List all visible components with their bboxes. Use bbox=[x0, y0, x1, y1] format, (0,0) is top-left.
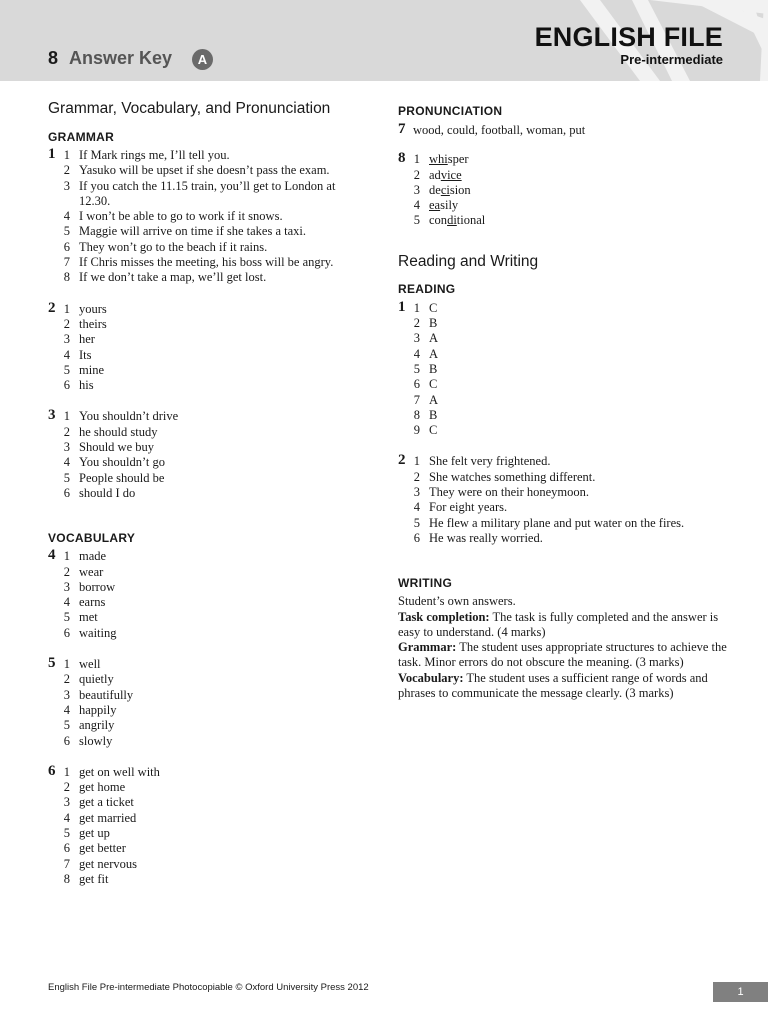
list-item: 1 made bbox=[63, 549, 107, 564]
list-item: 3 borrow bbox=[63, 579, 116, 594]
list-item: 1 C bbox=[413, 300, 438, 315]
pronunciation-heading: PRONUNCIATION bbox=[398, 104, 503, 118]
list-item: 6 get better bbox=[63, 841, 126, 856]
list-item: 6 They won’t go to the beach if it rains. bbox=[63, 239, 268, 254]
list-item: 3 beautifully bbox=[63, 687, 134, 702]
list-item: 3 decision bbox=[413, 182, 471, 197]
list-item: 2 B bbox=[413, 316, 438, 331]
list-item: 5 get up bbox=[63, 825, 110, 840]
section-title-rw: Reading and Writing bbox=[398, 252, 539, 270]
list-item: 9 C bbox=[413, 423, 438, 438]
vocabulary-criterion: Vocabulary: The student uses a sufficient range of words and phrases to communicate the message clearly. (3 marks) bbox=[398, 670, 708, 701]
page-header bbox=[0, 0, 768, 81]
exercise-number: 6 bbox=[48, 762, 56, 779]
grammar-heading: GRAMMAR bbox=[48, 130, 115, 144]
exercise-number: 1 bbox=[398, 298, 406, 315]
exercise-6 bbox=[48, 762, 368, 887]
list-item: 2 Yasuko will be upset if she doesn’t pass the exam. bbox=[63, 163, 330, 178]
footer-book-title: English File Pre-intermediate bbox=[48, 982, 170, 993]
list-item: 1 yours bbox=[63, 301, 107, 316]
list-item: 2 wear bbox=[63, 564, 104, 579]
list-item: 4 Its bbox=[63, 347, 92, 362]
list-item: 6 He was really worried. bbox=[413, 530, 543, 545]
list-item: 3 Should we buy bbox=[63, 440, 154, 455]
list-item: 5 Maggie will arrive on time if she takes a taxi. bbox=[63, 224, 307, 239]
list-item: 4 happily bbox=[63, 702, 117, 717]
list-item: 6 should I do bbox=[63, 485, 136, 500]
exercise-2 bbox=[48, 299, 368, 394]
unit-title: Answer Key bbox=[69, 48, 173, 68]
brand-title: ENGLISH FILE bbox=[534, 22, 723, 52]
exercise-number: 8 bbox=[398, 150, 406, 167]
list-item: 6 waiting bbox=[63, 625, 117, 640]
list-item: 3 A bbox=[413, 331, 439, 346]
task-completion-criterion: Task completion: The task is fully completed and the answer is easy to understand. (4 marks) bbox=[398, 609, 719, 639]
list-item: 7 get nervous bbox=[63, 856, 137, 871]
list-item: 2 he should study bbox=[63, 424, 158, 439]
list-item: 6 C bbox=[413, 377, 438, 392]
list-item: 5 People should be bbox=[63, 470, 165, 485]
list-item: 8 get fit bbox=[63, 871, 109, 886]
list-item: 6 his bbox=[63, 378, 94, 393]
writing-heading: WRITING bbox=[398, 576, 453, 591]
exercise-1 bbox=[48, 148, 368, 286]
list-item: 6 slowly bbox=[63, 733, 113, 748]
list-item: 5 He flew a military plane and put water on the fires. bbox=[413, 515, 685, 530]
list-item: 3 If you catch the 11.15 train, you’ll get to London at bbox=[63, 178, 336, 193]
writing-criteria bbox=[398, 594, 728, 701]
version-badge: A bbox=[192, 49, 213, 70]
section-title-gvp: Grammar, Vocabulary, and Pronunciation bbox=[48, 100, 331, 117]
list-item: 4 earns bbox=[63, 595, 106, 610]
list-item: 7 A bbox=[413, 392, 439, 407]
list-item: 1 You shouldn’t drive bbox=[63, 409, 179, 424]
exercise-number: 4 bbox=[48, 547, 56, 564]
reading-heading: READING bbox=[398, 281, 456, 296]
unit-number: 8 bbox=[48, 48, 59, 68]
list-item: 2 advice bbox=[413, 167, 462, 182]
brand-subtitle: Pre-intermediate bbox=[620, 52, 723, 67]
exercise-number: 7 bbox=[398, 121, 406, 137]
list-item: 2 get home bbox=[63, 780, 126, 795]
list-item: 4 easily bbox=[413, 198, 459, 213]
grammar-criterion: Grammar: The student uses appropriate structures to achieve the task. Minor errors do not obscure the meaning. (3 marks) bbox=[398, 640, 727, 670]
list-item: 8 If we don’t take a map, we’ll get lost. bbox=[63, 270, 267, 285]
exercise-number: 3 bbox=[48, 407, 56, 424]
list-item: 1 well bbox=[63, 657, 101, 672]
exercise-number: 2 bbox=[48, 299, 56, 316]
list-item: 5 conditional bbox=[413, 213, 486, 228]
list-item: 4 You shouldn’t go bbox=[63, 455, 166, 470]
page-footer bbox=[48, 982, 369, 993]
list-item: 2 theirs bbox=[63, 316, 107, 331]
exercise-7-answer: wood, could, football, woman, put bbox=[413, 123, 586, 137]
list-item: 5 B bbox=[413, 361, 438, 376]
list-item: 4 A bbox=[413, 346, 439, 361]
list-item: 1 If Mark rings me, I’ll tell you. bbox=[63, 148, 230, 162]
list-item: 5 met bbox=[63, 610, 98, 625]
exercise-4 bbox=[48, 549, 368, 641]
list-item: 2 She watches something different. bbox=[413, 469, 596, 484]
vocabulary-heading: VOCABULARY bbox=[48, 531, 136, 546]
exercise-number: 5 bbox=[48, 655, 56, 672]
list-item: 1 She felt very frightened. bbox=[413, 454, 551, 469]
list-item: 3 her bbox=[63, 332, 95, 347]
reading-exercise-2 bbox=[398, 454, 728, 546]
list-item: 3 get a ticket bbox=[63, 795, 134, 810]
exercise-number: 2 bbox=[398, 452, 406, 469]
list-item: 8 B bbox=[413, 407, 438, 422]
list-item: 4 get married bbox=[63, 810, 137, 825]
list-item: 3 They were on their honeymoon. bbox=[413, 485, 590, 500]
list-item-continuation: 12.30. bbox=[79, 193, 111, 208]
list-item: 1 get on well with bbox=[63, 764, 160, 779]
page-number: 1 bbox=[713, 982, 768, 1002]
list-item: 2 quietly bbox=[63, 672, 114, 687]
list-item: 4 For eight years. bbox=[413, 500, 508, 515]
footer-copyright: Photocopiable © Oxford University Press 2012 bbox=[169, 982, 369, 993]
right-column bbox=[398, 100, 728, 701]
list-item: 7 If Chris misses the meeting, his boss will be angry. bbox=[63, 255, 334, 270]
exercise-7 bbox=[398, 123, 728, 138]
list-item: 5 mine bbox=[63, 362, 104, 377]
list-item: 1 whisper bbox=[413, 152, 469, 167]
list-item: 4 I won’t be able to go to work if it snows. bbox=[63, 209, 283, 224]
list-item: 5 angrily bbox=[63, 718, 115, 733]
reading-exercise-1 bbox=[398, 298, 728, 439]
exercise-5 bbox=[48, 657, 368, 749]
writing-intro: Student’s own answers. bbox=[398, 594, 516, 609]
exercise-3 bbox=[48, 409, 368, 501]
left-column bbox=[48, 100, 368, 887]
exercise-number: 1 bbox=[48, 146, 56, 162]
exercise-8 bbox=[398, 152, 728, 228]
